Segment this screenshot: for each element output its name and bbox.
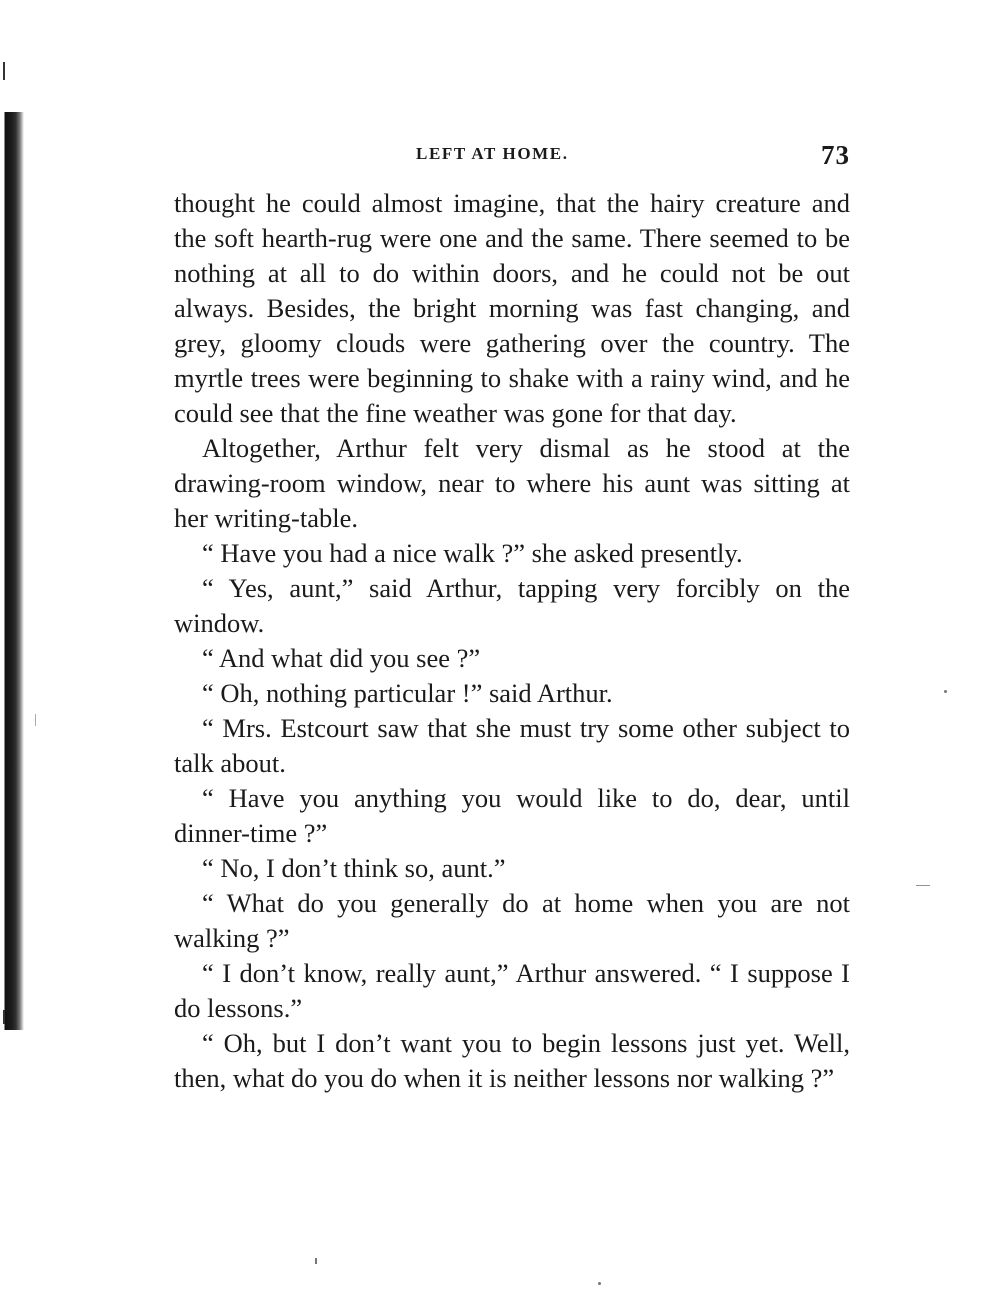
page-speck: [315, 1258, 317, 1264]
paragraph-9: “ No, I don’t think so, aunt.”: [202, 853, 506, 883]
paragraph-10: “ What do you generally do at home when you are not walking ?”: [174, 888, 850, 953]
paragraph-1: thought he could almost imagine, that the hairy creature and the soft hearth-rug were one and the same. There seemed to be nothing at all to do within doors, and he could not be out always. Besides, the bright morning was fast changing, and grey, gloomy clouds were gathering over the country. The myrtle trees were beginning to shake with a rainy wind, and he could see that the fine weather was gone for that day.: [174, 188, 850, 428]
paragraph-8: “ Have you anything you would like to do, dear, until dinner-time ?”: [174, 783, 850, 848]
binding-mark: [3, 62, 5, 80]
paragraph-6: “ Oh, nothing particular !” said Arthur.: [202, 678, 613, 708]
paragraph-12: “ Oh, but I don’t want you to begin lessons just yet. Well, then, what do you do when it is neither lessons nor walking ?”: [174, 1028, 850, 1093]
running-head: [174, 134, 850, 186]
binding-mark: [3, 1010, 5, 1024]
binding-edge: [0, 112, 24, 1030]
body-text: [174, 186, 850, 1096]
paragraph-3: “ Have you had a nice walk ?” she asked presently.: [202, 538, 743, 568]
book-page: [174, 134, 850, 1096]
paragraph-4: “ Yes, aunt,” said Arthur, tapping very forcibly on the window.: [174, 573, 850, 638]
paragraph-11: “ I don’t know, really aunt,” Arthur answered. “ I suppose I do lessons.”: [174, 958, 850, 1023]
paragraph-2: Altogether, Arthur felt very dismal as he stood at the drawing-room window, near to where his aunt was sitting at her writing-table.: [174, 433, 850, 533]
page-speck: [916, 885, 930, 886]
page-speck: [35, 714, 36, 726]
chapter-title: LEFT AT HOME.: [416, 144, 569, 163]
paragraph-7: “ Mrs. Estcourt saw that she must try some other subject to talk about.: [174, 713, 850, 778]
page-speck: [944, 690, 947, 693]
page-speck: [598, 1282, 601, 1285]
paragraph-5: “ And what did you see ?”: [202, 643, 481, 673]
page-number: 73: [821, 140, 850, 170]
